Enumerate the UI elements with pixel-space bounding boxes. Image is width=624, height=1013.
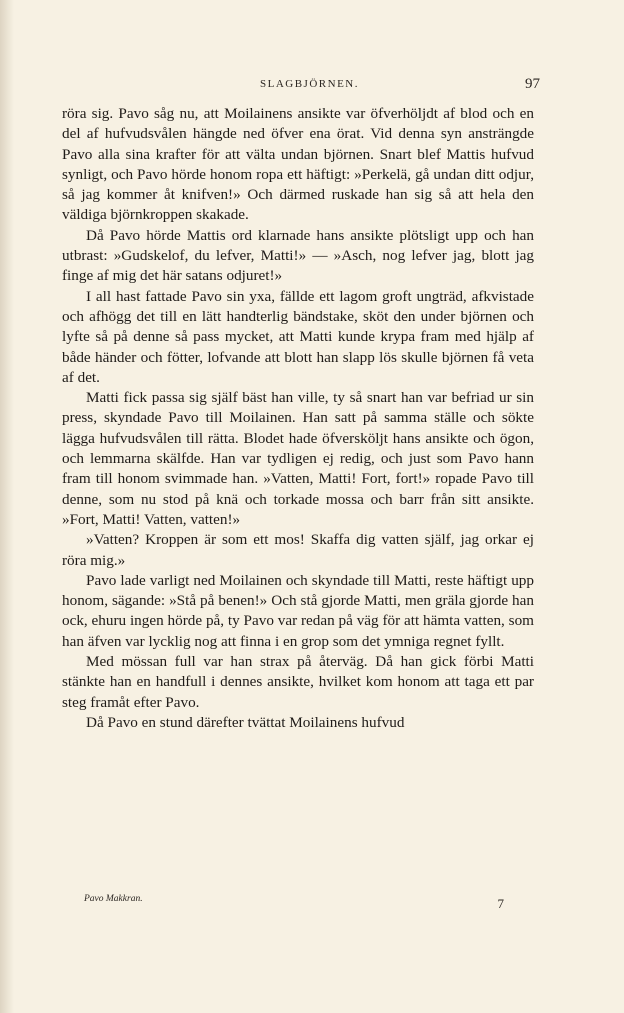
page-number: 97 — [525, 76, 540, 92]
running-title: SLAGBJÖRNEN. — [260, 78, 359, 90]
paragraph-1: röra sig. Pavo såg nu, att Moilainens ansikte var öfverhöljdt af blod och en del af hufvudsvålen hängde ned öfver ena örat. Vid denna syn ansträngde Pavo alla sina krafter för att välta undan björnen. Snart blef Mattis hufvud synligt, och Pavo hörde honom ropa ett häftigt: »Perkelä, gå undan ditt odjur, så jag kommer åt knifven!» Och därmed ruskade han sig så att hela den väldiga björnkroppen skakade. — [62, 105, 534, 224]
paragraph-8: Då Pavo en stund därefter tvättat Moilainens hufvud — [86, 713, 405, 731]
paragraph-2: Då Pavo hörde Mattis ord klarnade hans ansikte plötsligt upp och han utbrast: »Gudskelof, du lefver, Matti!» — »Asch, nog lefver jag, blott jag finge af mig det här satans odjuret!» — [62, 226, 534, 285]
signature-mark: Pavo Makkran. — [84, 894, 143, 904]
paragraph-5: »Vatten? Kroppen är som ett mos! Skaffa dig vatten själf, jag orkar ej röra mig.» — [62, 531, 534, 569]
signature-number: 7 — [497, 896, 504, 911]
spine-shadow — [0, 0, 14, 1013]
paragraph-4: Matti fick passa sig själf bäst han ville, ty så snart han var befriad ur sin press, skyndade Pavo till Moilainen. Han satt på samma ställe och sökte lägga hufvudsvålen till rätta. Blodet hade öfversköljt hans ansikte och ögon, och lemmarna skälfde. Han var tydligen ej redig, och just som Pavo hann fram till honom svimmade han. »Vatten, Matti! Fort, fort!» ropade Pavo till denne, som nu stod på knä och torkade mossa och barr från sitt ansikte. »Fort, Matti! Vatten, vatten!» — [62, 389, 534, 528]
page-header — [60, 76, 540, 96]
page-footer — [84, 894, 504, 914]
paragraph-6: Pavo lade varligt ned Moilainen och skyndade till Matti, reste häftigt upp honom, sägande: »Stå på benen!» Och stå gjorde Matti, men gräla gjorde han ock, ehuru ingen hörde på, ty Pavo var redan på väg för att hämta vatten, som han äfven var lycklig nog att finna i en grop som det ymniga regnet fyllt. — [62, 571, 534, 650]
paragraph-3: I all hast fattade Pavo sin yxa, fällde ett lagom groft ungträd, afkvistade och afhögg det till en lätt handterlig bändstake, sköt den under björnen och lyfte så på denne så pass mycket, att Matti kunde krypa fram med hjälp af både händer och fötter, lofvande att blott han slapp lös skulle björnen få veta af det. — [62, 287, 534, 386]
paragraph-7: Med mössan full var han strax på återväg. Då han gick förbi Matti stänkte han en handfull i dennes ansikte, hvilket kom honom att taga ett par steg framåt efter Pavo. — [62, 653, 534, 711]
body-text — [62, 104, 534, 733]
